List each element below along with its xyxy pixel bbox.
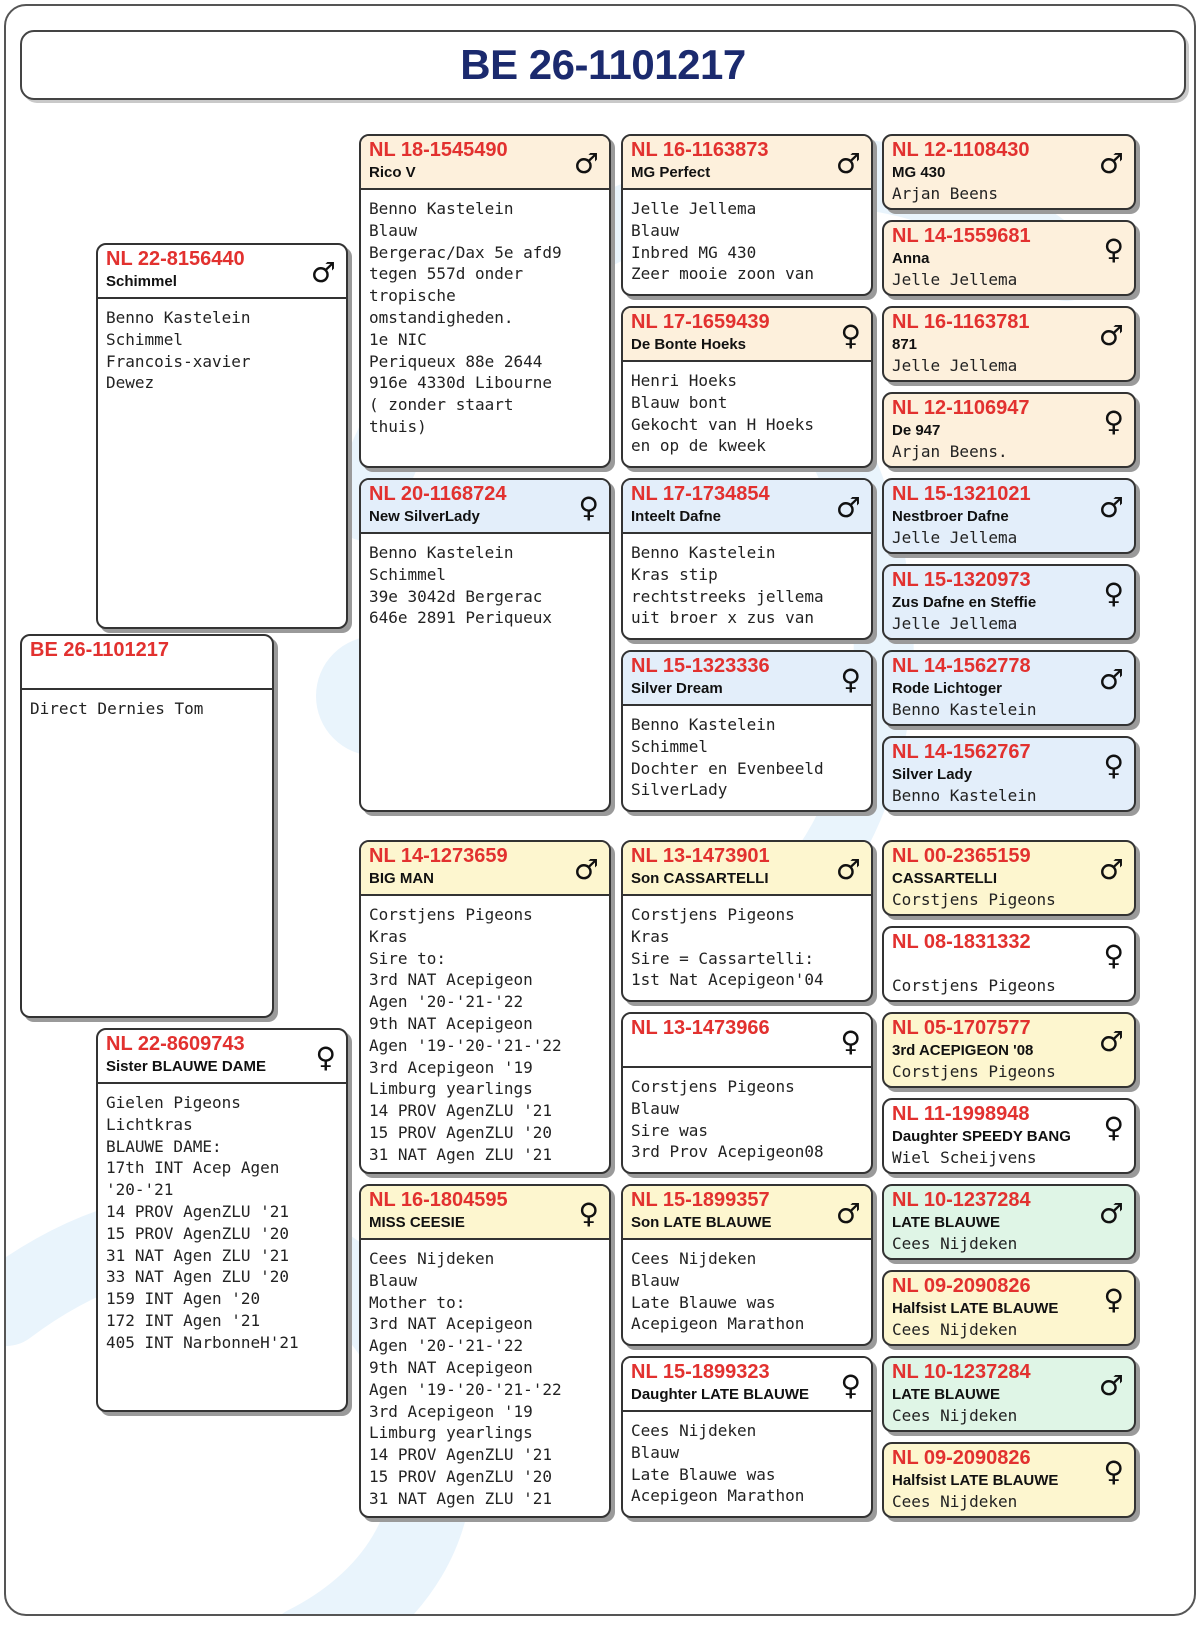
ring-number: NL 20-1168724 xyxy=(369,483,507,505)
card-notes: Cees Nijdeken Blauw Late Blauwe was Acepigeon Marathon xyxy=(631,1421,805,1506)
ring-number: NL 05-1707577 xyxy=(892,1017,1031,1039)
ring-number: NL 10-1237284 xyxy=(892,1361,1031,1383)
pigeon-name: 3rd ACEPIGEON '08 xyxy=(892,1042,1034,1059)
great-grandparent-card xyxy=(621,650,873,812)
card-header xyxy=(623,1186,871,1240)
female-icon: ♀ xyxy=(840,319,861,352)
female-icon: ♀ xyxy=(1103,939,1124,972)
ring-number: NL 14-1562778 xyxy=(892,655,1031,677)
card-header xyxy=(623,652,871,706)
card-notes: Arjan Beens. xyxy=(892,442,1008,461)
card-header xyxy=(361,480,609,534)
great-great-grandparent-card xyxy=(882,926,1136,1002)
great-great-grandparent-card xyxy=(882,1098,1136,1174)
pigeon-name: De 947 xyxy=(892,422,941,439)
ring-number: NL 10-1237284 xyxy=(892,1189,1031,1211)
card-header xyxy=(623,136,871,190)
great-great-grandparent-card xyxy=(882,564,1136,640)
pigeon-name: Schimmel xyxy=(106,273,177,290)
great-great-grandparent-card xyxy=(882,1012,1136,1088)
male-icon: ♂ xyxy=(1098,663,1124,696)
card-notes: Wiel Scheijvens xyxy=(892,1148,1037,1167)
card-notes: Jelle Jellema xyxy=(892,356,1018,375)
ring-number: NL 12-1108430 xyxy=(892,139,1030,161)
ring-number: BE 26-1101217 xyxy=(30,639,170,661)
dam-card xyxy=(96,1028,348,1412)
ring-number: NL 16-1804595 xyxy=(369,1189,508,1211)
card-header xyxy=(884,738,1134,786)
pigeon-name: MG Perfect xyxy=(631,164,711,181)
female-icon: ♀ xyxy=(1103,1111,1124,1144)
pigeon-name: De Bonte Hoeks xyxy=(631,336,747,353)
male-icon: ♂ xyxy=(835,147,861,180)
card-header xyxy=(884,842,1134,890)
card-notes: Jelle Jellema xyxy=(892,614,1018,633)
card-header xyxy=(623,480,871,534)
card-header xyxy=(884,1100,1134,1148)
ring-number: NL 11-1998948 xyxy=(892,1103,1030,1125)
great-grandparent-card xyxy=(621,134,873,296)
card-header xyxy=(623,308,871,362)
card-notes: Gielen Pigeons Lichtkras BLAUWE DAME: 17th INT Acep Agen '20-'21 14 PROV AgenZLU '21 15 PROV AgenZLU '20 31 NAT Agen ZLU '21 33 NAT Agen ZLU '20 159 INT Agen '20 172 INT Agen '21 405 INT NarbonneH'21 xyxy=(106,1093,299,1352)
male-icon: ♂ xyxy=(1098,1197,1124,1230)
great-great-grandparent-card xyxy=(882,1442,1136,1518)
ring-number: NL 00-2365159 xyxy=(892,845,1031,867)
ring-number: NL 14-1559681 xyxy=(892,225,1031,247)
great-grandparent-card xyxy=(621,306,873,468)
great-grandparent-card xyxy=(621,1184,873,1346)
female-icon: ♀ xyxy=(840,1369,861,1402)
pigeon-name: Silver Dream xyxy=(631,680,723,697)
female-icon: ♀ xyxy=(315,1041,336,1074)
male-icon: ♂ xyxy=(835,1197,861,1230)
great-grandparent-card xyxy=(621,1012,873,1174)
female-icon: ♀ xyxy=(1103,1455,1124,1488)
ring-number: NL 22-8156440 xyxy=(106,248,245,270)
ring-number: NL 14-1273659 xyxy=(369,845,508,867)
pigeon-name: BIG MAN xyxy=(369,870,434,887)
ring-number: NL 15-1320973 xyxy=(892,569,1031,591)
great-great-grandparent-card xyxy=(882,736,1136,812)
card-header xyxy=(884,566,1134,614)
pedigree-title: BE 26-1101217 xyxy=(460,41,746,88)
pigeon-name: Son LATE BLAUWE xyxy=(631,1214,772,1231)
ring-number: NL 13-1473966 xyxy=(631,1017,770,1039)
pigeon-name xyxy=(30,662,266,684)
card-notes: Corstjens Pigeons xyxy=(892,976,1056,995)
pigeon-name: New SilverLady xyxy=(369,508,480,525)
great-great-grandparent-card xyxy=(882,306,1136,382)
female-icon: ♀ xyxy=(1103,577,1124,610)
pigeon-name: Zus Dafne en Steffie xyxy=(892,594,1037,611)
ring-number: NL 15-1321021 xyxy=(892,483,1031,505)
card-header xyxy=(361,1186,609,1240)
ring-number: NL 15-1323336 xyxy=(631,655,770,677)
card-notes: Benno Kastelein xyxy=(892,700,1037,719)
male-icon: ♂ xyxy=(573,853,599,886)
card-header xyxy=(361,136,609,190)
great-grandparent-card xyxy=(621,840,873,1002)
card-header xyxy=(623,1358,871,1412)
card-notes: Henri Hoeks Blauw bont Gekocht van H Hoeks en op de kweek xyxy=(631,371,815,456)
card-notes: Benno Kastelein Blauw Bergerac/Dax 5e afd9 tegen 557d onder tropische omstandigheden. 1e NIC Periqueux 88e 2644 916e 4330d Libourne ( zonder staart thuis) xyxy=(369,199,562,436)
male-icon: ♂ xyxy=(573,147,599,180)
pigeon-name: Rico V xyxy=(369,164,416,181)
card-header xyxy=(884,652,1134,700)
pigeon-name: Nestbroer Dafne xyxy=(892,508,1009,525)
male-icon: ♂ xyxy=(1098,147,1124,180)
pigeon-name: Daughter LATE BLAUWE xyxy=(631,1386,810,1403)
pigeon-name: Rode Lichtoger xyxy=(892,680,1003,697)
grandparent-card xyxy=(359,478,611,812)
pigeon-name: Anna xyxy=(892,250,930,267)
card-notes: Cees Nijdeken Blauw Mother to: 3rd NAT Acepigeon Agen '20-'21-'22 9th NAT Acepigeon Agen '19-'20-'21-'22 3rd Acepigeon '19 Limburg yearlings 14 PROV AgenZLU '21 15 PROV AgenZLU '20 31 NAT Agen ZLU '21 xyxy=(369,1249,562,1508)
great-great-grandparent-card xyxy=(882,1270,1136,1346)
grandparent-card xyxy=(359,134,611,468)
card-notes: Benno Kastelein Schimmel Francois-xavier Dewez xyxy=(106,308,251,393)
ring-number: NL 22-8609743 xyxy=(106,1033,245,1055)
male-icon: ♂ xyxy=(835,853,861,886)
card-header xyxy=(884,1358,1134,1406)
pigeon-name: MG 430 xyxy=(892,164,946,181)
female-icon: ♀ xyxy=(840,1025,861,1058)
male-icon: ♂ xyxy=(1098,1369,1124,1402)
female-icon: ♀ xyxy=(1103,233,1124,266)
male-icon: ♂ xyxy=(1098,491,1124,524)
card-header xyxy=(884,136,1134,184)
great-grandparent-card xyxy=(621,478,873,640)
pigeon-name: LATE BLAUWE xyxy=(892,1214,1001,1231)
card-header xyxy=(884,1272,1134,1320)
card-notes: Corstjens Pigeons xyxy=(892,1062,1056,1081)
card-header xyxy=(884,1186,1134,1234)
great-great-grandparent-card xyxy=(882,1356,1136,1432)
pigeon-name: 871 xyxy=(892,336,918,353)
card-notes: Jelle Jellema Blauw Inbred MG 430 Zeer mooie zoon van xyxy=(631,199,815,284)
card-notes: Benno Kastelein Schimmel 39e 3042d Bergerac 646e 2891 Periqueux xyxy=(369,543,553,628)
pigeon-name: Sister BLAUWE DAME xyxy=(106,1058,267,1075)
pigeon-name xyxy=(631,1040,865,1062)
female-icon: ♀ xyxy=(1103,749,1124,782)
female-icon: ♀ xyxy=(578,1197,599,1230)
pedigree-frame xyxy=(4,4,1196,1616)
card-notes: Cees Nijdeken xyxy=(892,1492,1018,1511)
female-icon: ♀ xyxy=(1103,405,1124,438)
great-grandparent-card xyxy=(621,1356,873,1518)
pigeon-name: Son CASSARTELLI xyxy=(631,870,769,887)
great-great-grandparent-card xyxy=(882,478,1136,554)
pigeon-name: Halfsist LATE BLAUWE xyxy=(892,1300,1059,1317)
ring-number: NL 17-1734854 xyxy=(631,483,770,505)
great-great-grandparent-card xyxy=(882,840,1136,916)
ring-number: NL 15-1899323 xyxy=(631,1361,770,1383)
ring-number: NL 15-1899357 xyxy=(631,1189,770,1211)
card-notes: Cees Nijdeken xyxy=(892,1234,1018,1253)
great-great-grandparent-card xyxy=(882,650,1136,726)
card-notes: Benno Kastelein Kras stip rechtstreeks jellema uit broer x zus van xyxy=(631,543,824,628)
ring-number: NL 14-1562767 xyxy=(892,741,1031,763)
card-notes: Corstjens Pigeons Kras Sire = Cassartelli: 1st Nat Acepigeon'04 xyxy=(631,905,824,990)
card-header xyxy=(361,842,609,896)
female-icon: ♀ xyxy=(1103,1283,1124,1316)
ring-number: NL 08-1831332 xyxy=(892,931,1031,953)
card-notes: Benno Kastelein xyxy=(892,786,1037,805)
card-header xyxy=(884,1444,1134,1492)
ring-number: NL 09-2090826 xyxy=(892,1447,1031,1469)
pigeon-name: LATE BLAUWE xyxy=(892,1386,1001,1403)
card-header xyxy=(884,480,1134,528)
card-notes: Benno Kastelein Schimmel Dochter en Evenbeeld SilverLady xyxy=(631,715,824,800)
ring-number: NL 09-2090826 xyxy=(892,1275,1031,1297)
card-notes: Corstjens Pigeons xyxy=(892,890,1056,909)
ring-number: NL 12-1106947 xyxy=(892,397,1030,419)
card-header xyxy=(884,394,1134,442)
card-notes: Cees Nijdeken Blauw Late Blauwe was Acepigeon Marathon xyxy=(631,1249,805,1334)
card-notes: Cees Nijdeken xyxy=(892,1320,1018,1339)
pigeon-name: Halfsist LATE BLAUWE xyxy=(892,1472,1059,1489)
grandparent-card xyxy=(359,840,611,1174)
pigeon-name: CASSARTELLI xyxy=(892,870,997,887)
card-header xyxy=(884,1014,1134,1062)
pigeon-name: MISS CEESIE xyxy=(369,1214,465,1231)
card-notes: Corstjens Pigeons Blauw Sire was 3rd Prov Acepigeon08 xyxy=(631,1077,824,1162)
card-notes: Jelle Jellema xyxy=(892,270,1018,289)
male-icon: ♂ xyxy=(1098,319,1124,352)
male-icon: ♂ xyxy=(310,256,336,289)
title-box xyxy=(20,30,1186,100)
ring-number: NL 18-1545490 xyxy=(369,139,508,161)
great-great-grandparent-card xyxy=(882,134,1136,210)
pigeon-name: Inteelt Dafne xyxy=(631,508,722,525)
card-notes: Direct Dernies Tom xyxy=(30,699,204,718)
pigeon-name: Daughter SPEEDY BANG xyxy=(892,1128,1071,1145)
ring-number: NL 16-1163781 xyxy=(892,311,1030,333)
female-icon: ♀ xyxy=(840,663,861,696)
pigeon-name: Silver Lady xyxy=(892,766,973,783)
male-icon: ♂ xyxy=(835,491,861,524)
ring-number: NL 17-1659439 xyxy=(631,311,770,333)
male-icon: ♂ xyxy=(1098,1025,1124,1058)
card-header xyxy=(884,308,1134,356)
card-header xyxy=(884,222,1134,270)
card-notes: Corstjens Pigeons Kras Sire to: 3rd NAT Acepigeon Agen '20-'21-'22 9th NAT Acepigeon Agen '19-'20-'21-'22 3rd Acepigeon '19 Limburg yearlings 14 PROV AgenZLU '21 15 PROV AgenZLU '20 31 NAT Agen ZLU '21 xyxy=(369,905,562,1164)
ring-number: NL 16-1163873 xyxy=(631,139,769,161)
card-header xyxy=(98,1030,346,1084)
pigeon-name xyxy=(892,954,1128,976)
great-great-grandparent-card xyxy=(882,220,1136,296)
card-header xyxy=(623,1014,871,1068)
card-header xyxy=(623,842,871,896)
card-notes: Cees Nijdeken xyxy=(892,1406,1018,1425)
sire-card xyxy=(96,243,348,629)
card-notes: Arjan Beens xyxy=(892,184,998,203)
card-header xyxy=(884,928,1134,976)
great-great-grandparent-card xyxy=(882,1184,1136,1260)
female-icon: ♀ xyxy=(578,491,599,524)
great-great-grandparent-card xyxy=(882,392,1136,468)
subject-card xyxy=(20,634,274,1018)
card-header xyxy=(22,636,272,690)
card-notes: Jelle Jellema xyxy=(892,528,1018,547)
grandparent-card xyxy=(359,1184,611,1518)
male-icon: ♂ xyxy=(1098,853,1124,886)
ring-number: NL 13-1473901 xyxy=(631,845,770,867)
card-header xyxy=(98,245,346,299)
